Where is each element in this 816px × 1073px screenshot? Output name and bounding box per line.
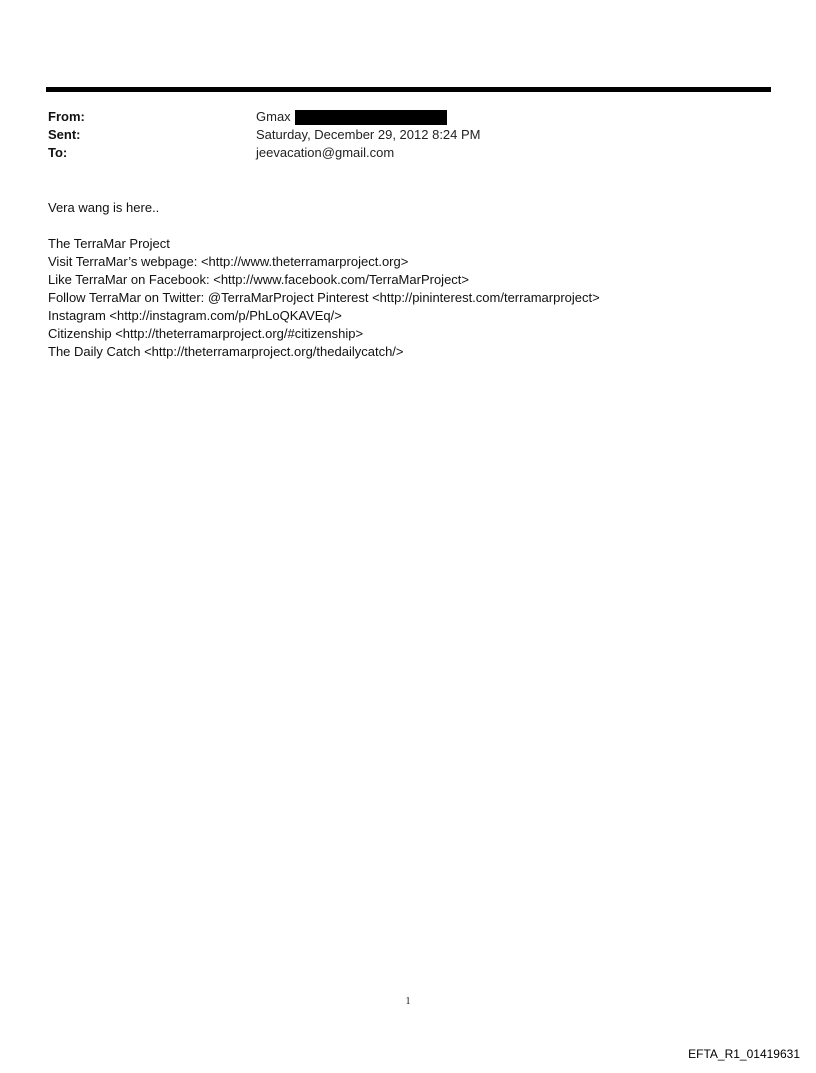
email-header xyxy=(48,108,768,162)
sender-name: Gmax xyxy=(256,109,291,124)
signature-line: The TerraMar Project xyxy=(48,236,170,251)
from-row xyxy=(48,108,768,126)
signature-line: Instagram <http://instagram.com/p/PhLoQKAVEq/> xyxy=(48,308,342,323)
signature-line: Citizenship <http://theterramarproject.org/#citizenship> xyxy=(48,326,364,341)
document-id: EFTA_R1_01419631 xyxy=(688,1047,800,1061)
signature-line: Follow TerraMar on Twitter: @TerraMarProject Pinterest <http://pininterest.com/terramarproject> xyxy=(48,290,600,305)
sent-value: Saturday, December 29, 2012 8:24 PM xyxy=(256,127,481,142)
page-number: 1 xyxy=(405,996,411,1007)
signature-line: Visit TerraMar’s webpage: <http://www.theterramarproject.org> xyxy=(48,254,409,269)
sent-row xyxy=(48,126,768,144)
header-divider xyxy=(46,87,771,92)
email-body xyxy=(48,199,768,361)
to-label: To: xyxy=(48,145,68,160)
to-value: jeevacation@gmail.com xyxy=(256,145,395,160)
from-value xyxy=(256,108,447,126)
signature-line: Like TerraMar on Facebook: <http://www.facebook.com/TerraMarProject> xyxy=(48,272,470,287)
to-row xyxy=(48,144,768,162)
signature-line: The Daily Catch <http://theterramarproject.org/thedailycatch/> xyxy=(48,344,404,359)
email-greeting: Vera wang is here.. xyxy=(48,200,160,215)
sent-label: Sent: xyxy=(48,127,81,142)
from-label: From: xyxy=(48,109,85,124)
redaction-block xyxy=(295,110,447,125)
